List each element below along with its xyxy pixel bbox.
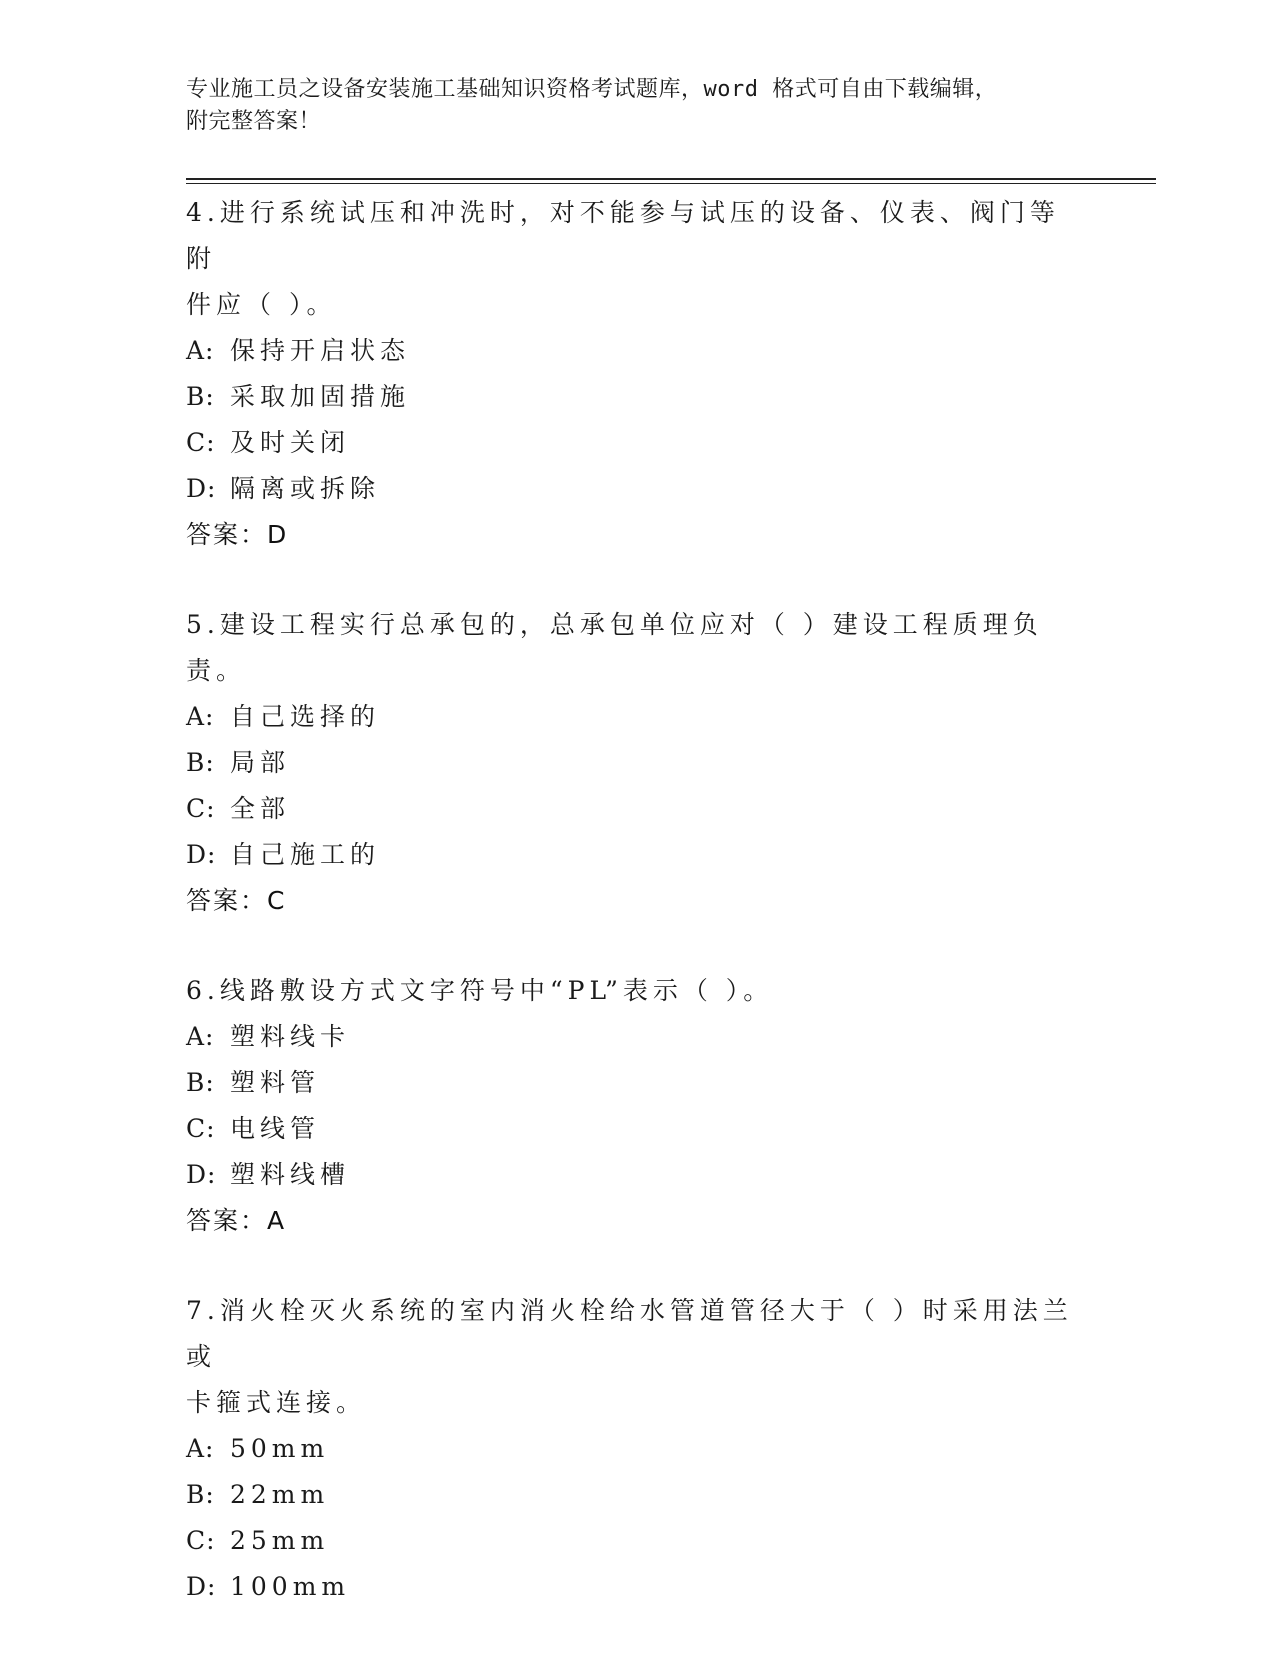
question-block bbox=[186, 602, 1086, 924]
option-row bbox=[186, 374, 1086, 420]
option-text: 保持开启状态 bbox=[230, 336, 411, 365]
answer-line bbox=[186, 878, 1086, 924]
option-text: 隔离或拆除 bbox=[230, 474, 381, 503]
header-line-2: 附完整答案！ bbox=[186, 109, 322, 134]
option-row bbox=[186, 1152, 1086, 1198]
option-letter: A: bbox=[186, 1022, 215, 1051]
option-row bbox=[186, 1014, 1086, 1060]
option-letter: B: bbox=[186, 1068, 215, 1097]
option-letter: C: bbox=[186, 428, 216, 457]
answer-value: C bbox=[267, 886, 287, 915]
option-row bbox=[186, 1426, 1086, 1472]
question-text-line: 件应（ ）。 bbox=[186, 290, 337, 319]
option-text: 50mm bbox=[230, 1434, 330, 1463]
option-letter: C: bbox=[186, 1526, 216, 1555]
option-letter: B: bbox=[186, 382, 215, 411]
question-block bbox=[186, 1288, 1086, 1610]
answer-line bbox=[186, 512, 1086, 558]
header-divider-thick bbox=[186, 178, 1156, 180]
question-text-line: 4.进行系统试压和冲洗时，对不能参与试压的设备、仪表、阀门等附 bbox=[186, 198, 1060, 273]
option-text: 100mm bbox=[230, 1572, 351, 1601]
header-line-1: 专业施工员之设备安装施工基础知识资格考试题库，word 格式可自由下载编辑， bbox=[186, 77, 998, 102]
header-divider-thin bbox=[186, 183, 1156, 184]
option-text: 塑料线卡 bbox=[230, 1022, 351, 1051]
option-text: 采取加固措施 bbox=[230, 382, 411, 411]
answer-label: 答案： bbox=[186, 520, 268, 549]
option-text: 25mm bbox=[230, 1526, 330, 1555]
option-text: 自己施工的 bbox=[230, 840, 381, 869]
option-text: 全部 bbox=[230, 794, 291, 823]
option-letter: D: bbox=[186, 840, 217, 869]
question-text-line: 6.线路敷设方式文字符号中“PL”表示（ ）。 bbox=[186, 976, 774, 1005]
question-text-line: 卡箍式连接。 bbox=[186, 1388, 367, 1417]
answer-label: 答案： bbox=[186, 1206, 268, 1235]
answer-value: A bbox=[267, 1206, 287, 1235]
answer-line bbox=[186, 1198, 1086, 1244]
question-list bbox=[186, 190, 1086, 1654]
option-letter: D: bbox=[186, 474, 217, 503]
answer-value: D bbox=[267, 520, 289, 549]
option-letter: B: bbox=[186, 1480, 215, 1509]
option-text: 局部 bbox=[230, 748, 291, 777]
option-row bbox=[186, 420, 1086, 466]
option-text: 塑料线槽 bbox=[230, 1160, 351, 1189]
option-row bbox=[186, 1060, 1086, 1106]
option-row bbox=[186, 786, 1086, 832]
option-letter: D: bbox=[186, 1572, 217, 1601]
option-row bbox=[186, 1564, 1086, 1610]
option-letter: A: bbox=[186, 1434, 215, 1463]
option-row bbox=[186, 740, 1086, 786]
option-row bbox=[186, 1106, 1086, 1152]
option-row bbox=[186, 694, 1086, 740]
option-letter: D: bbox=[186, 1160, 217, 1189]
option-letter: B: bbox=[186, 748, 215, 777]
option-row bbox=[186, 1472, 1086, 1518]
option-letter: A: bbox=[186, 336, 215, 365]
option-text: 电线管 bbox=[230, 1114, 321, 1143]
option-row bbox=[186, 1518, 1086, 1564]
option-letter: C: bbox=[186, 794, 216, 823]
option-letter: C: bbox=[186, 1114, 216, 1143]
question-text-line: 5.建设工程实行总承包的，总承包单位应对（ ）建设工程质理负责。 bbox=[186, 610, 1043, 685]
option-row bbox=[186, 832, 1086, 878]
document-header bbox=[186, 74, 1066, 138]
option-text: 自己选择的 bbox=[230, 702, 381, 731]
question-text-line: 7.消火栓灭火系统的室内消火栓给水管道管径大于（ ）时采用法兰或 bbox=[186, 1296, 1073, 1371]
option-row bbox=[186, 328, 1086, 374]
answer-label: 答案： bbox=[186, 886, 268, 915]
question-block bbox=[186, 968, 1086, 1244]
option-text: 塑料管 bbox=[230, 1068, 321, 1097]
question-block bbox=[186, 190, 1086, 558]
option-text: 及时关闭 bbox=[230, 428, 351, 457]
option-row bbox=[186, 466, 1086, 512]
option-letter: A: bbox=[186, 702, 215, 731]
option-text: 22mm bbox=[230, 1480, 330, 1509]
